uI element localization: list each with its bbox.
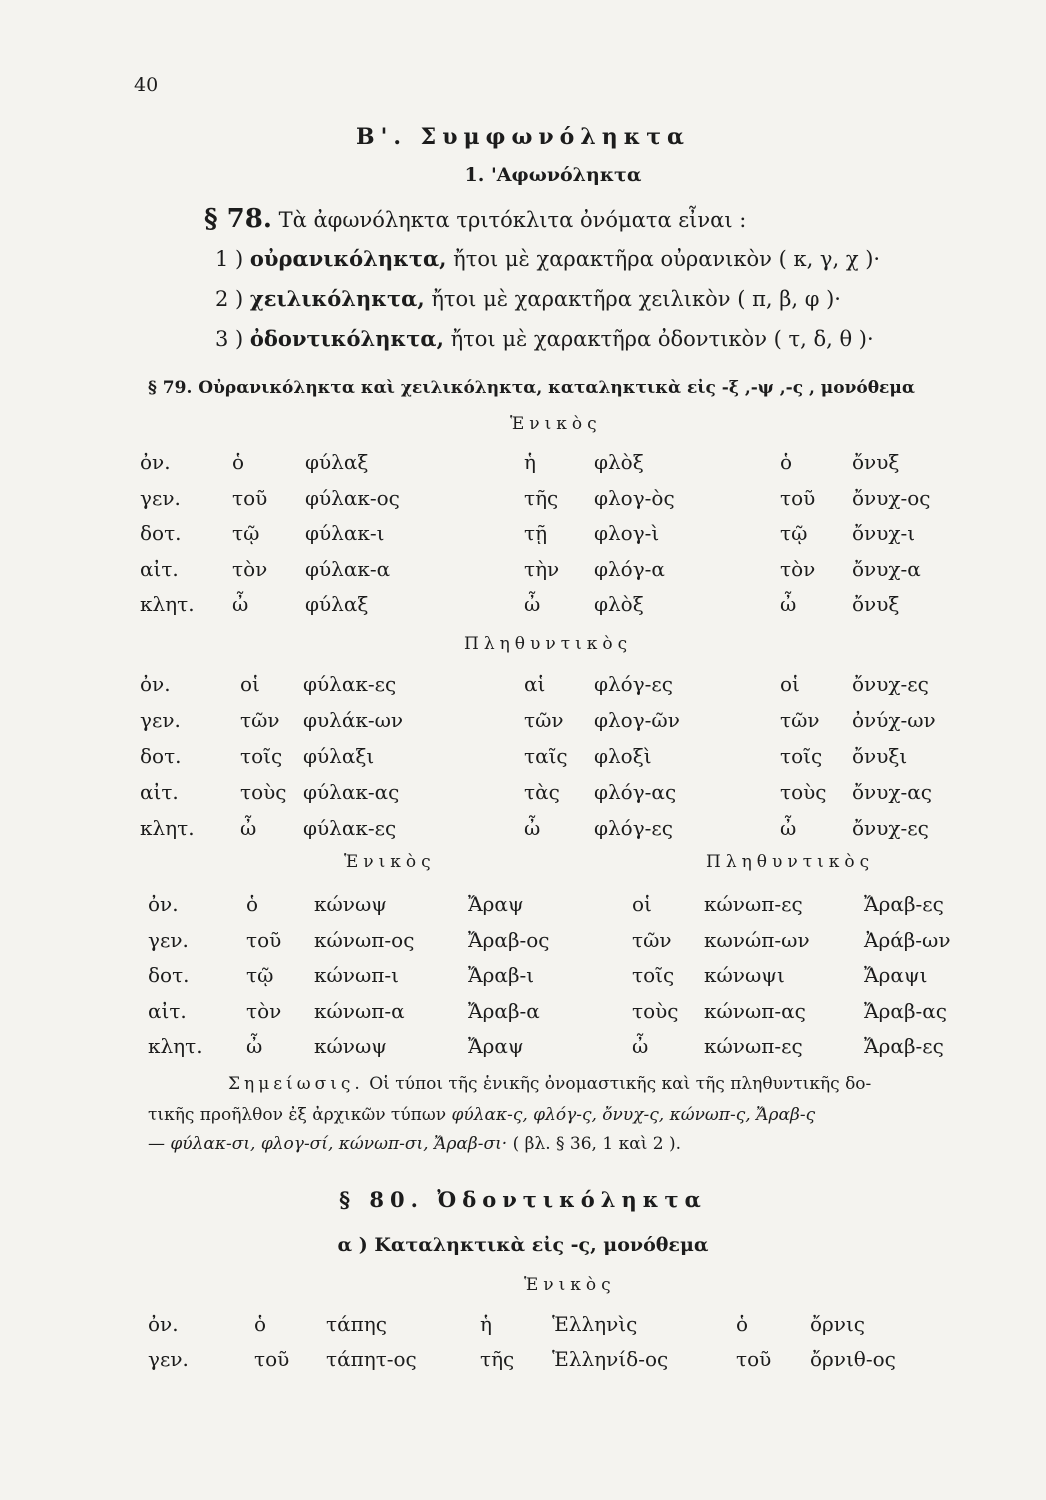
- paragraph-80-subtitle: α ) Καταληκτικὰ εἰς -ς, μονόθεμα: [337, 1234, 709, 1256]
- article: ἡ: [480, 1312, 492, 1336]
- noun-form: κώνωπ-ες: [704, 892, 803, 916]
- note-label: Σημείωσις.: [228, 1074, 364, 1094]
- list-item: [215, 246, 880, 271]
- case-label: αἰτ.: [140, 556, 179, 581]
- singular-label-2: Ἑνικὸς: [344, 852, 436, 872]
- article: ὦ: [524, 592, 541, 616]
- noun-form: Ἄραψι: [864, 963, 928, 987]
- noun-form: Ἄραβ-ος: [468, 927, 550, 952]
- case-label: αἰτ.: [140, 780, 179, 804]
- case-label: κλητ.: [140, 592, 195, 616]
- noun-form: Ἄραβ-α: [468, 998, 540, 1023]
- noun-form: φλοξὶ: [594, 744, 652, 768]
- noun-form: φλόγ-α: [594, 556, 665, 581]
- noun-form: ὄνυχ-ας: [852, 780, 932, 804]
- article: ὦ: [246, 1034, 263, 1058]
- case-label: ὀν.: [148, 1312, 179, 1336]
- article: ταῖς: [524, 744, 568, 768]
- list-item-text: ἤτοι μὲ χαρακτῆρα οὐρανικὸν ( κ, γ, χ )·: [453, 247, 881, 271]
- noun-form: φύλαξι: [303, 744, 375, 768]
- article: ὁ: [246, 892, 259, 916]
- article: τοῦ: [232, 485, 268, 510]
- noun-form: ὄνυξ: [852, 592, 900, 616]
- list-item-text: ἤτοι μὲ χαρακτῆρα ὀδοντικὸν ( τ, δ, θ )·: [450, 327, 874, 351]
- noun-form: φυλάκ-ων: [303, 708, 404, 732]
- noun-form: φύλακ-α: [305, 556, 391, 581]
- article: τῆς: [480, 1347, 515, 1371]
- article: ὦ: [524, 816, 541, 840]
- noun-form: φλογ-ῶν: [594, 708, 680, 732]
- plural-label: Πληθυντικὸς: [464, 634, 633, 654]
- article: τοῦ: [736, 1347, 772, 1371]
- singular-label-3: Ἑνικὸς: [524, 1275, 616, 1295]
- noun-form: ὄνυχ-α: [852, 556, 921, 581]
- note-line-2: [148, 1105, 815, 1125]
- noun-form: φλογ-ὶ: [594, 521, 660, 545]
- case-label: γεν.: [148, 927, 189, 952]
- list-item-term: χειλικόληκτα,: [249, 286, 425, 311]
- case-label: γεν.: [148, 1347, 189, 1371]
- noun-form: κώνωπ-ας: [704, 998, 806, 1023]
- noun-form: κώνωψ: [314, 1034, 387, 1058]
- noun-form: κώνωπ-ες: [704, 1034, 803, 1058]
- note-text: τικῆς προῆλθον ἐξ ἀρχικῶν τύπων: [148, 1105, 452, 1125]
- page-number: 40: [134, 74, 159, 96]
- singular-label: Ἑνικὸς: [510, 414, 602, 434]
- paragraph-78-text: Τὰ ἀφωνόληκτα τριτόκλιτα ὀνόματα εἶναι :: [278, 208, 747, 232]
- case-label: κλητ.: [140, 816, 195, 840]
- noun-form: φύλακ-ος: [305, 485, 400, 510]
- noun-form: φύλαξ: [305, 450, 369, 474]
- article: τὴν: [524, 556, 560, 581]
- noun-form: κώνωψι: [704, 963, 785, 987]
- noun-form: κώνωπ-ος: [314, 927, 415, 952]
- noun-form: ὄρνιθ-ος: [810, 1347, 896, 1371]
- article: τῇ: [524, 521, 548, 545]
- article: τοῦ: [780, 485, 816, 510]
- section-heading-1: 1. 'Αφωνόληκτα: [464, 164, 642, 186]
- article: τὸν: [780, 556, 816, 581]
- article: ὁ: [232, 450, 245, 474]
- noun-form: φύλαξ: [305, 592, 369, 616]
- noun-form: φλὸξ: [594, 450, 644, 474]
- article: οἱ: [240, 672, 260, 696]
- noun-form: Ἀράβ-ων: [864, 927, 951, 952]
- case-label: δοτ.: [148, 963, 190, 987]
- case-label: γεν.: [140, 485, 181, 510]
- article: ἡ: [524, 450, 536, 474]
- list-item-text: ἤτοι μὲ χαρακτῆρα χειλικὸν ( π, β, φ )·: [431, 287, 841, 311]
- article: ὁ: [736, 1312, 749, 1336]
- article: ὦ: [780, 816, 797, 840]
- noun-form: Ἑλληνὶς: [552, 1312, 638, 1336]
- noun-form: φύλακ-ι: [305, 521, 385, 545]
- noun-form: κώνωπ-ι: [314, 963, 400, 987]
- article: τῶν: [240, 708, 280, 732]
- noun-form: Ἄραβ-ι: [468, 963, 535, 987]
- article: τοῖς: [632, 963, 675, 987]
- paragraph-78-number: § 78.: [204, 204, 272, 234]
- article: ὦ: [240, 816, 257, 840]
- list-item-number: 2 ): [215, 287, 244, 311]
- noun-form: φλὸξ: [594, 592, 644, 616]
- paragraph-79-title: § 79. Οὐρανικόληκτα καὶ χειλικόληκτα, καταληκτικὰ εἰς -ξ ,-ψ ,-ς , μονόθεμα: [148, 378, 915, 398]
- note-text: Οἱ τύποι τῆς ἑνικῆς ὀνομαστικῆς καὶ τῆς πληθυντικῆς δο-: [369, 1074, 872, 1094]
- list-item-term: οὐρανικόληκτα,: [249, 246, 447, 271]
- noun-form: φύλακ-ες: [303, 816, 397, 840]
- noun-form: φύλακ-ας: [303, 780, 400, 804]
- paragraph-78-intro: [204, 204, 746, 234]
- case-label: δοτ.: [140, 744, 182, 768]
- article: τοῖς: [780, 744, 823, 768]
- article: τῶν: [780, 708, 820, 732]
- case-label: ὀν.: [140, 450, 171, 474]
- noun-form: ὄνυξι: [852, 744, 908, 768]
- noun-form: ὄνυχ-ι: [852, 521, 916, 545]
- article: τῆς: [524, 485, 559, 510]
- noun-form: φλόγ-ες: [594, 816, 673, 840]
- article: ὦ: [232, 592, 249, 616]
- case-label: ὀν.: [140, 672, 171, 696]
- plural-label-2: Πληθυντικὸς: [706, 852, 875, 872]
- article: τὰς: [524, 780, 560, 804]
- article: τῷ: [780, 521, 808, 545]
- paragraph-80-title: § 80. Ὀδοντικόληκτα: [339, 1187, 707, 1212]
- article: τοὺς: [632, 998, 679, 1023]
- article: τῶν: [524, 708, 564, 732]
- noun-form: Ἄραβ-ας: [864, 998, 947, 1023]
- noun-form: ὄνυχ-ες: [852, 816, 929, 840]
- note-forms: — φύλακ-σι, φλογ-σί, κώνωπ-σι, Ἄραβ-σι·: [148, 1134, 508, 1154]
- article: τὸν: [246, 998, 282, 1023]
- article: τοὺς: [780, 780, 827, 804]
- noun-form: τάπης: [326, 1312, 387, 1336]
- noun-form: ὄρνις: [810, 1312, 865, 1336]
- case-label: αἰτ.: [148, 998, 187, 1023]
- list-item-term: ὀδοντικόληκτα,: [249, 326, 444, 351]
- case-label: κλητ.: [148, 1034, 203, 1058]
- list-item: [215, 286, 841, 311]
- section-heading-b: Β'. Συμφωνόληκτα: [355, 124, 690, 150]
- note-line-1: [228, 1074, 871, 1094]
- noun-form: φλογ-ὸς: [594, 485, 675, 510]
- noun-form: Ἑλληνίδ-ος: [552, 1347, 669, 1371]
- noun-form: φλόγ-ας: [594, 780, 677, 804]
- noun-form: Ἄραψ: [468, 892, 524, 916]
- article: τῶν: [632, 927, 672, 952]
- noun-form: ὄνυχ-ος: [852, 485, 931, 510]
- noun-form: Ἄραβ-ες: [864, 892, 944, 916]
- noun-form: Ἄραψ: [468, 1034, 524, 1058]
- noun-form: ὄνυχ-ες: [852, 672, 929, 696]
- article: τοὺς: [240, 780, 287, 804]
- noun-form: κώνωψ: [314, 892, 387, 916]
- article: τοῦ: [246, 927, 282, 952]
- noun-form: τάπητ-ος: [326, 1347, 417, 1371]
- article: ὁ: [780, 450, 793, 474]
- noun-form: ὀνύχ-ων: [852, 708, 936, 732]
- article: αἱ: [524, 672, 546, 696]
- note-reference: ( βλ. § 36, 1 καὶ 2 ).: [507, 1134, 682, 1154]
- case-label: γεν.: [140, 708, 181, 732]
- list-item-number: 1 ): [215, 247, 244, 271]
- article: τὸν: [232, 556, 268, 581]
- case-label: ὀν.: [148, 892, 179, 916]
- case-label: δοτ.: [140, 521, 182, 545]
- noun-form: φύλακ-ες: [303, 672, 397, 696]
- article: τοῖς: [240, 744, 283, 768]
- note-line-3: [148, 1134, 681, 1154]
- article: οἱ: [780, 672, 800, 696]
- article: τῷ: [246, 963, 274, 987]
- article: ὦ: [780, 592, 797, 616]
- article: τοῦ: [254, 1347, 290, 1371]
- list-item-number: 3 ): [215, 327, 244, 351]
- noun-form: κώνωπ-α: [314, 998, 405, 1023]
- noun-form: ὄνυξ: [852, 450, 900, 474]
- article: ὦ: [632, 1034, 649, 1058]
- article: τῷ: [232, 521, 260, 545]
- article: ὁ: [254, 1312, 267, 1336]
- noun-form: Ἄραβ-ες: [864, 1034, 944, 1058]
- article: οἱ: [632, 892, 652, 916]
- noun-form: φλόγ-ες: [594, 672, 673, 696]
- list-item: [215, 326, 874, 351]
- noun-form: κωνώπ-ων: [704, 927, 810, 952]
- note-forms: φύλακ-ς, φλόγ-ς, ὄνυχ-ς, κώνωπ-ς, Ἄραβ-ς: [451, 1105, 816, 1125]
